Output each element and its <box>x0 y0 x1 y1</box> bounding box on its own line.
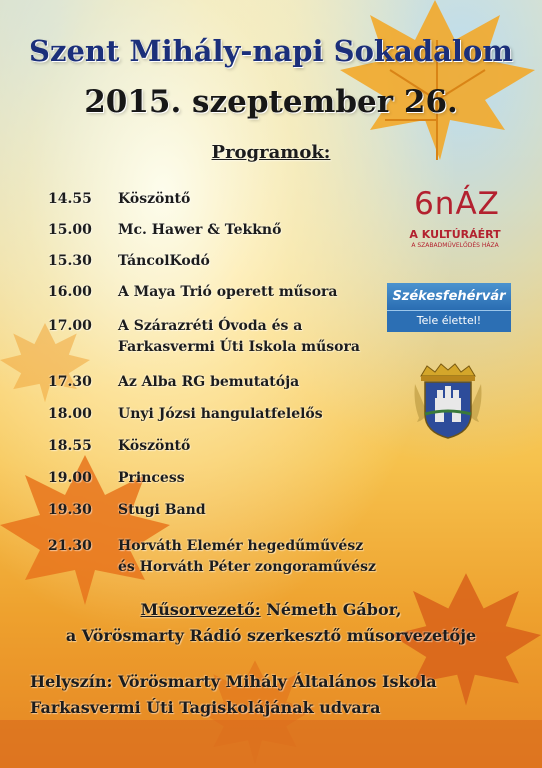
venue-line1: Helyszín: Vörösmarty Mihály Általános Iskola <box>30 672 437 691</box>
program-act: Princess <box>118 470 185 486</box>
program-act-line2: Farkasvermi Úti Iskola műsora <box>118 339 360 355</box>
programs-heading: Programok: <box>211 142 331 163</box>
program-act: Mc. Hawer & Tekknő <box>118 222 282 238</box>
program-time: 18.00 <box>48 406 92 422</box>
kulturaert-logo <box>398 186 512 260</box>
kulturaert-logo-tagline: A SZABADMŰVELŐDÉS HÁZA <box>411 242 499 249</box>
program-time: 19.30 <box>48 502 92 518</box>
kulturaert-logo-name: A KULTÚRÁÉRT <box>409 228 501 241</box>
program-act: Az Alba RG bemutatója <box>118 374 300 390</box>
page-title: Szent Mihály-napi Sokadalom <box>29 34 513 68</box>
program-time: 16.00 <box>48 284 92 300</box>
program-act: Stugi Band <box>118 502 206 518</box>
program-act: A Maya Trió operett műsora <box>118 284 338 300</box>
host-name: Németh Gábor, <box>260 600 402 619</box>
program-act: Unyi Józsi hangulatfelelős <box>118 406 323 422</box>
program-act: Köszöntő <box>118 438 191 454</box>
program-time: 19.00 <box>48 470 92 486</box>
host-line <box>0 600 542 619</box>
kulturaert-logo-mark: 6nÁZ <box>414 186 500 222</box>
program-act-line2: és Horváth Péter zongoraművész <box>118 559 376 575</box>
program-time: 17.30 <box>48 374 92 390</box>
program-time: 15.30 <box>48 253 92 269</box>
host-label: Műsorvezető: <box>140 600 261 619</box>
coat-of-arms-icon <box>413 362 483 440</box>
maple-leaf-bottom-left-icon <box>0 440 170 610</box>
szekesfehervar-logo <box>387 283 511 331</box>
program-act: A Szárazréti Óvoda és a <box>118 318 303 334</box>
program-time: 18.55 <box>48 438 92 454</box>
program-time: 21.30 <box>48 538 92 554</box>
host-role: a Vörösmarty Rádió szerkesztő műsorvezetője <box>65 626 477 645</box>
city-slogan: Tele élettel! <box>387 310 511 332</box>
city-name: Székesfehérvár <box>387 283 511 310</box>
venue-line2: Farkasvermi Úti Tagiskolájának udvara <box>30 698 381 717</box>
program-time: 17.00 <box>48 318 92 334</box>
event-date: 2015. szeptember 26. <box>84 84 458 120</box>
program-time: 15.00 <box>48 222 92 238</box>
program-time: 14.55 <box>48 191 92 207</box>
program-act: Horváth Elemér hegedűművész <box>118 538 364 554</box>
program-act: TáncolKodó <box>118 253 210 269</box>
program-act: Köszöntő <box>118 191 191 207</box>
